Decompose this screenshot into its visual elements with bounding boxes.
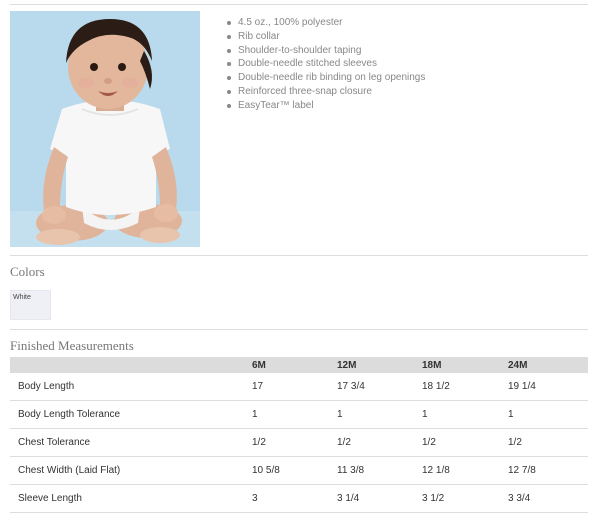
table-cell: 18 1/2	[418, 373, 504, 401]
table-cell: 19 1/4	[504, 373, 588, 401]
table-cell: 3	[248, 485, 333, 513]
column-header-18m: 18M	[418, 357, 504, 373]
table-row	[10, 485, 588, 513]
table-cell: 3 1/2	[418, 485, 504, 513]
feature-item: Reinforced three-snap closure	[224, 85, 425, 99]
column-header-label	[10, 357, 248, 373]
column-header-6m: 6M	[248, 357, 333, 373]
row-label: Chest Width (Laid Flat)	[10, 457, 248, 485]
row-label: Body Length Tolerance	[10, 401, 248, 429]
table-cell: 17	[248, 373, 333, 401]
table-cell: 1	[504, 401, 588, 429]
table-row	[10, 373, 588, 401]
row-label: Body Length	[10, 373, 248, 401]
table-cell: 10 5/8	[248, 457, 333, 485]
table-cell: 1/2	[504, 429, 588, 457]
measurements-table	[10, 357, 588, 513]
table-cell: 11 3/8	[333, 457, 418, 485]
color-swatch-label: White	[13, 294, 31, 301]
table-cell: 1	[333, 401, 418, 429]
table-row	[10, 429, 588, 457]
feature-item: Double-needle rib binding on leg openings	[224, 71, 425, 85]
colors-divider	[10, 255, 588, 256]
table-cell: 3 1/4	[333, 485, 418, 513]
table-cell: 1	[418, 401, 504, 429]
table-row	[10, 401, 588, 429]
measurements-divider	[10, 329, 588, 330]
top-divider	[10, 4, 588, 5]
color-swatch-white[interactable]	[10, 290, 51, 320]
feature-item: Double-needle stitched sleeves	[224, 57, 425, 71]
column-header-12m: 12M	[333, 357, 418, 373]
baby-in-bodysuit-image	[10, 11, 200, 247]
feature-item: Rib collar	[224, 30, 425, 44]
table-cell: 17 3/4	[333, 373, 418, 401]
colors-heading: Colors	[10, 264, 45, 279]
table-cell: 12 7/8	[504, 457, 588, 485]
feature-list	[224, 16, 425, 113]
feature-item: 4.5 oz., 100% polyester	[224, 16, 425, 30]
row-label: Chest Tolerance	[10, 429, 248, 457]
table-row	[10, 457, 588, 485]
table-header-row	[10, 357, 588, 373]
feature-item: Shoulder-to-shoulder taping	[224, 44, 425, 58]
product-photo	[10, 11, 200, 247]
measurements-heading: Finished Measurements	[10, 338, 134, 353]
table-cell: 3 3/4	[504, 485, 588, 513]
column-header-24m: 24M	[504, 357, 588, 373]
feature-item: EasyTear™ label	[224, 99, 425, 113]
table-cell: 1/2	[333, 429, 418, 457]
row-label: Sleeve Length	[10, 485, 248, 513]
table-cell: 1/2	[248, 429, 333, 457]
table-cell: 1	[248, 401, 333, 429]
table-cell: 1/2	[418, 429, 504, 457]
table-cell: 12 1/8	[418, 457, 504, 485]
